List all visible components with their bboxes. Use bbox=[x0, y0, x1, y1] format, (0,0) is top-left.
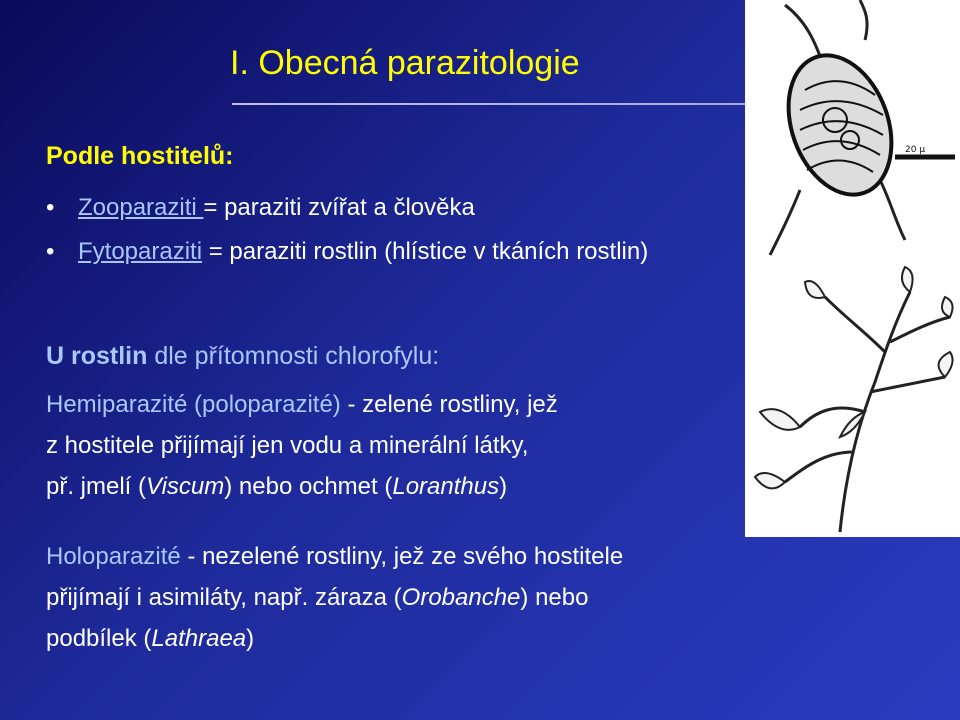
list-item bbox=[46, 230, 648, 274]
hemi-line3-mid: ) nebo ochmet ( bbox=[224, 473, 393, 500]
hemiparasite-paragraph bbox=[46, 384, 558, 507]
latin-viscum: Viscum bbox=[146, 473, 225, 500]
slide-title: I. Obecná parazitologie bbox=[230, 44, 580, 82]
holo-line2-pre: přijímají i asimiláty, např. záraza ( bbox=[46, 584, 402, 611]
hemi-line3-pre: př. jmelí ( bbox=[46, 473, 147, 500]
holo-line3-end: ) bbox=[246, 625, 255, 652]
parasite-illustration bbox=[745, 0, 960, 262]
section-heading-plants bbox=[46, 342, 439, 371]
title-divider bbox=[232, 103, 750, 105]
bullet-icon: • bbox=[46, 238, 55, 265]
holo-line2-end: ) nebo bbox=[520, 584, 589, 611]
definition-text: = paraziti zvířat a člověka bbox=[203, 194, 475, 221]
latin-loranthus: Loranthus bbox=[392, 473, 500, 500]
scale-label: 20 µ bbox=[905, 145, 926, 155]
host-type-list bbox=[46, 186, 648, 274]
section-heading-hosts: Podle hostitelů: bbox=[46, 142, 234, 170]
hemi-line3-end: ) bbox=[499, 473, 508, 500]
plant-illustration bbox=[745, 262, 960, 537]
latin-orobanche: Orobanche bbox=[401, 584, 521, 611]
hemi-line1: - zelené rostliny, jež bbox=[340, 391, 558, 418]
term-zooparaziti[interactable]: Zooparaziti bbox=[78, 194, 204, 221]
subhead-bold: U rostlin bbox=[46, 342, 148, 370]
list-item bbox=[46, 186, 648, 230]
holo-line1: - nezelené rostliny, jež ze svého hostitele bbox=[180, 543, 624, 570]
term-hemiparazite: Hemiparazité (poloparazité) bbox=[46, 391, 341, 418]
term-fytoparaziti[interactable]: Fytoparaziti bbox=[78, 238, 203, 265]
latin-lathraea: Lathraea bbox=[151, 625, 247, 652]
hemi-line2: z hostitele přijímají jen vodu a minerální látky, bbox=[46, 432, 529, 459]
subhead-rest: dle přítomnosti chlorofylu: bbox=[147, 342, 440, 370]
nematode-drawing bbox=[745, 0, 960, 262]
plant-drawing bbox=[745, 262, 960, 537]
holoparasite-paragraph bbox=[46, 536, 623, 659]
holo-line3-pre: podbílek ( bbox=[46, 625, 152, 652]
term-holoparazite: Holoparazité bbox=[46, 543, 181, 570]
bullet-icon: • bbox=[46, 194, 55, 221]
definition-text: = paraziti rostlin (hlístice v tkáních rostlin) bbox=[202, 238, 649, 265]
